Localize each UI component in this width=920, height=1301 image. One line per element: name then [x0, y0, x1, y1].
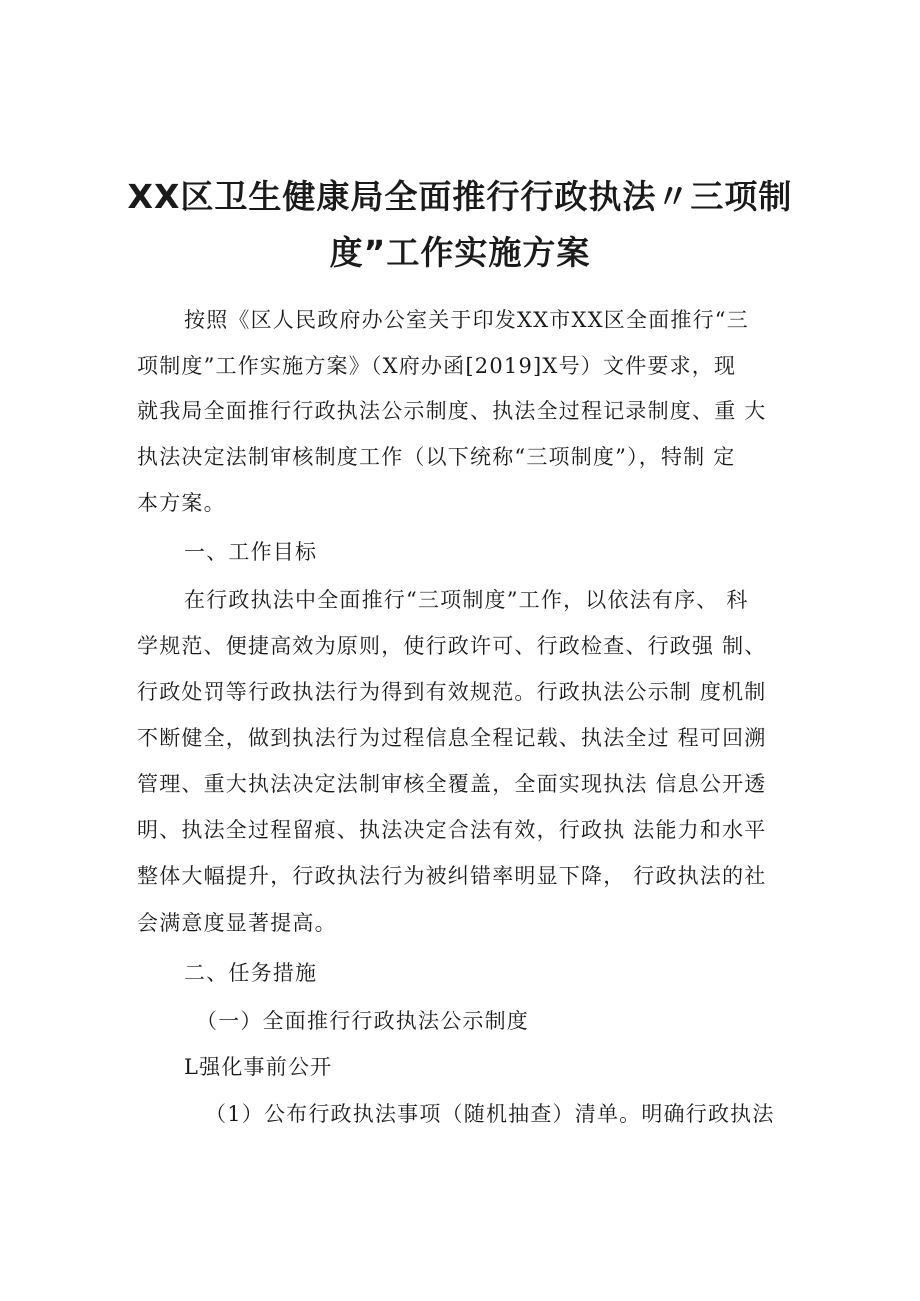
intro-line-2: 项制度”工作实施方案》（X府办函[2019]X号）文件要求，现	[137, 354, 737, 378]
item-heading-prior-disclosure: L强化事前公开	[184, 1055, 333, 1079]
document-title-line-2: 度”工作实施方案	[329, 233, 591, 272]
goals-line-8: 会满意度显著提高。	[137, 911, 337, 935]
section-heading-measures: 二、任务措施	[184, 961, 318, 985]
goals-line-4: 不断健全，做到执法行为过程信息全程记载、执法全过 程可回溯	[137, 726, 767, 750]
document-title-line-1: XX区卫生健康局全面推行行政执法〃三项制	[127, 177, 793, 216]
goals-line-2: 学规范、便捷高效为原则，使行政许可、行政检查、行政强 制、	[137, 634, 767, 658]
goals-line-7: 整体大幅提升，行政执法行为被纠错率明显下降， 行政执法的社	[137, 864, 767, 888]
intro-line-3: 就我局全面推行行政执法公示制度、执法全过程记录制度、重 大	[137, 399, 767, 423]
intro-line-1: 按照《区人民政府办公室关于印发XX市XX区全面推行“三	[184, 308, 749, 332]
goals-line-6: 明、执法全过程留痕、执法决定合法有效，行政执 法能力和水平	[137, 818, 767, 842]
goals-line-5: 管理、重大执法决定法制审核全覆盖，全面实现执法 信息公开透	[137, 772, 767, 796]
goals-line-1: 在行政执法中全面推行“三项制度”工作，以依法有序、 科	[184, 588, 749, 612]
intro-line-4: 执法决定法制审核制度工作（以下统称“三项制度”），特制 定	[137, 445, 736, 469]
section-heading-goals: 一、工作目标	[184, 540, 318, 564]
goals-line-3: 行政处罚等行政执法行为得到有效规范。行政执法公示制 度机制	[137, 680, 767, 704]
intro-line-5: 本方案。	[137, 491, 226, 515]
subsection-heading-publicity: （一）全面推行行政执法公示制度	[196, 1009, 529, 1033]
item-line-1: （1）公布行政执法事项（随机抽查）清单。明确行政执法	[205, 1102, 775, 1126]
